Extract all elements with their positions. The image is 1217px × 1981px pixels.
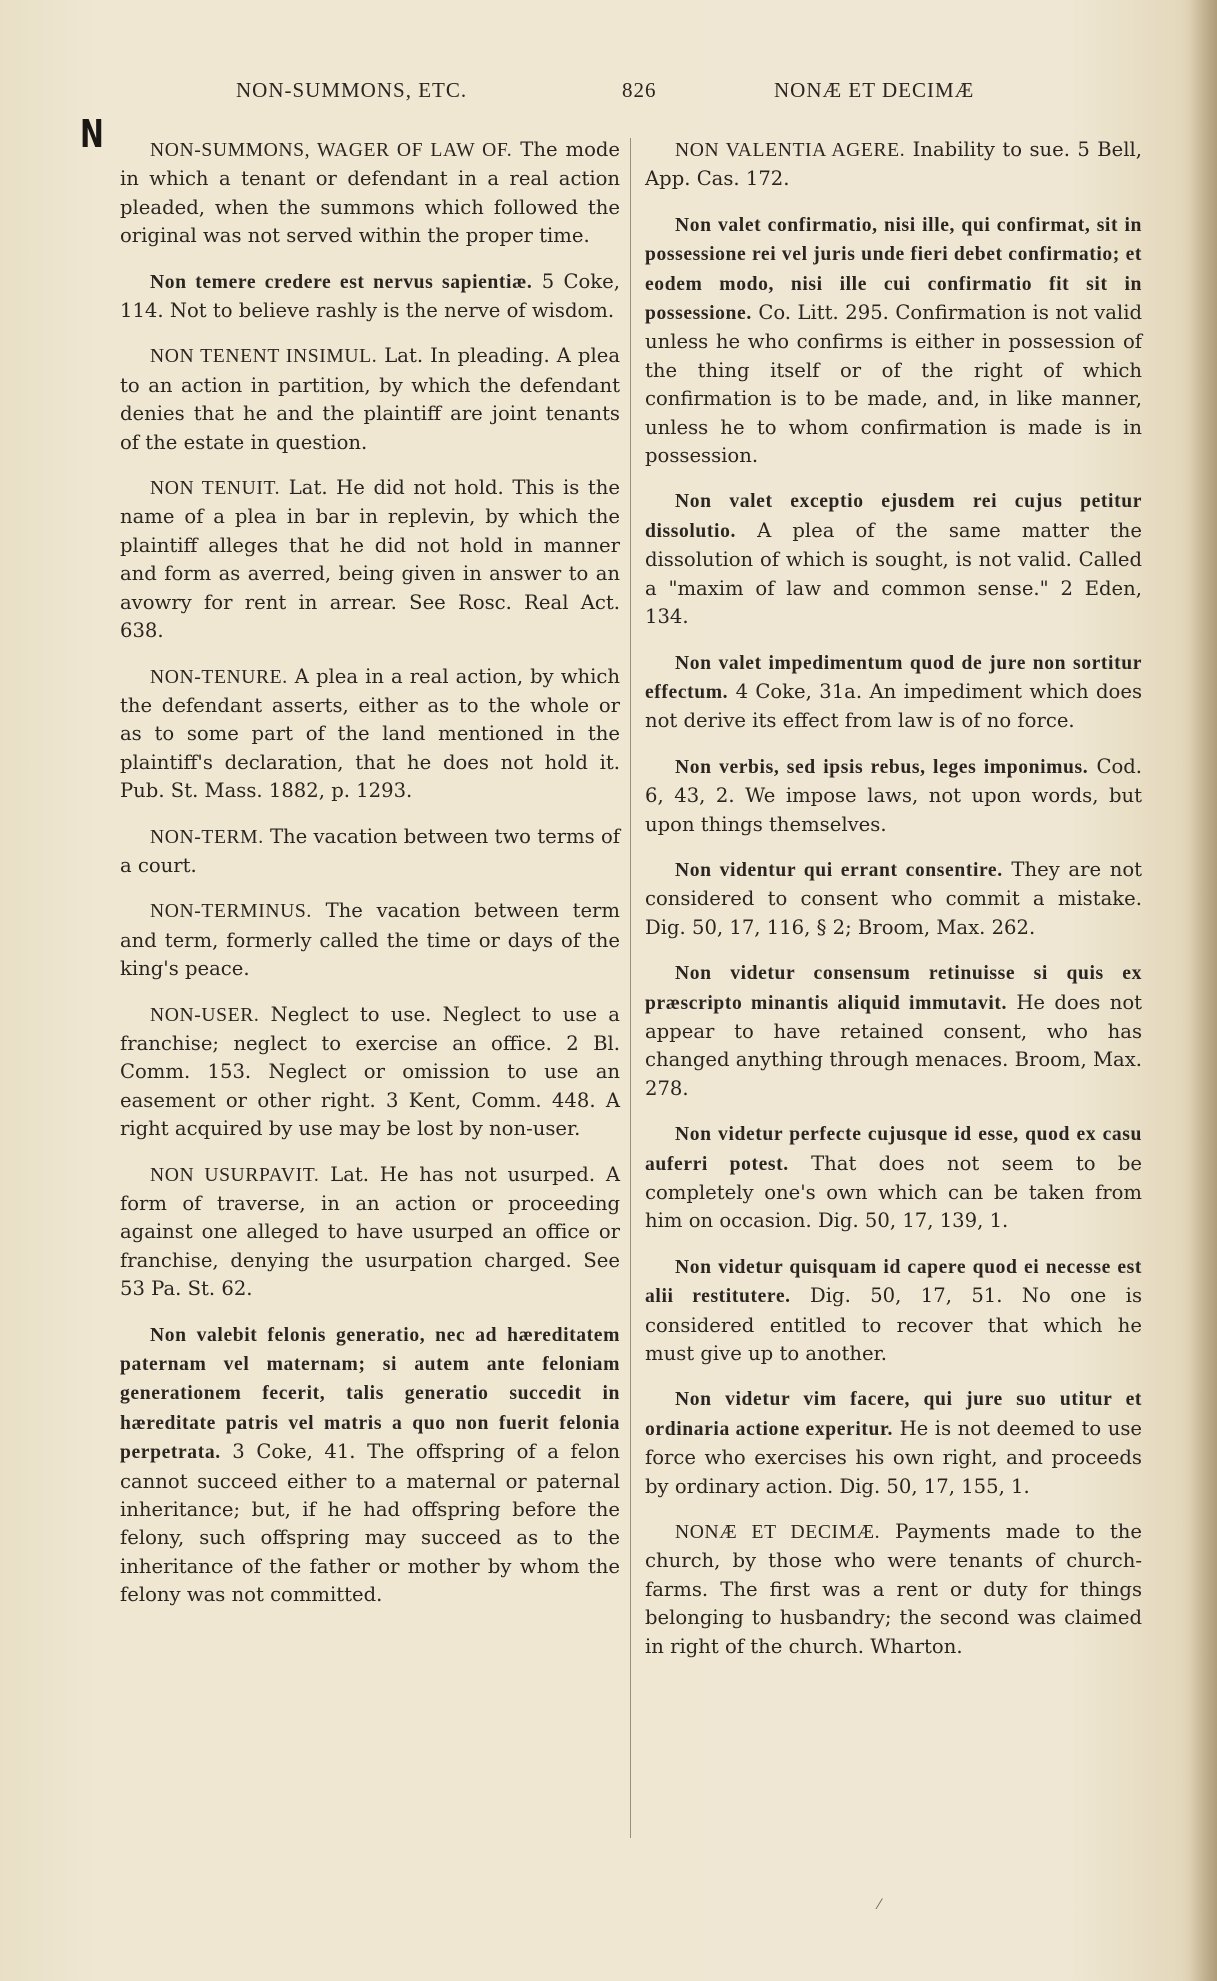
entry-headword: Non videntur qui errant consentire. [675, 859, 1003, 881]
dictionary-entry [120, 136, 620, 251]
dictionary-entry [120, 268, 620, 326]
entry-headword: NON TENENT INSIMUL. [150, 346, 378, 368]
header-left-guideword: NON-SUMMONS, ETC. [236, 78, 468, 102]
entry-headword: NON-USER. [150, 1004, 260, 1026]
dictionary-entry [645, 1120, 1142, 1236]
entry-definition: Lat. He did not hold. This is the name of a plea in bar in replevin, by which the plaintiff alleges that he did not hold in manner and form as averred, being given in answer to an avowry for rent in arrear. See Rosc. Real Act. 638. [120, 476, 620, 643]
entry-definition: The vacation between term and term, formerly called the time or days of the king's peace. [120, 899, 620, 981]
dictionary-entry [645, 136, 1142, 194]
dictionary-entry [120, 342, 620, 457]
dictionary-entry [645, 1518, 1142, 1661]
entry-definition: A plea of the same matter the dissolution of which is sought, is not valid. Called a "maxim of law and common sense." 2 Eden, 134. [645, 518, 1142, 629]
entry-headword: Non videtur quisquam id capere quod ei necesse est alii restitutere. [645, 1256, 1142, 1308]
entry-headword: NON-TERMINUS. [150, 901, 312, 923]
dictionary-entry [645, 487, 1142, 631]
entry-definition: Cod. 6, 43, 2. We impose laws, not upon words, but upon things themselves. [645, 754, 1143, 836]
entry-headword: Non videtur consensum retinuisse si quis ex præscripto minantis aliquid immutavit. [645, 963, 1142, 1014]
entry-headword: NON-TENURE. [150, 666, 288, 688]
dictionary-entry [120, 823, 620, 881]
dictionary-entry [645, 753, 1142, 839]
entry-definition: That does not seem to be completely one's own which can be taken from him on occasion. Dig. 50, 17, 139, 1. [645, 1151, 1142, 1233]
entry-headword: NON USURPAVIT. [150, 1164, 320, 1186]
entry-definition: Lat. In pleading. A plea to an action in partition, by which the defendant denies that he and the plaintiff are joint tenants of the estate in question. [120, 344, 621, 454]
entry-headword: Non verbis, sed ipsis rebus, leges imponimus. [675, 756, 1089, 778]
entry-headword: NON-TERM. [150, 826, 264, 848]
entry-definition: They are not considered to consent who commit a mistake. Dig. 50, 17, 116, § 2; Broom, Max. 262. [645, 857, 1143, 939]
entry-headword: NONÆ ET DECIMÆ. [675, 1522, 881, 1544]
column-divider [630, 138, 631, 1838]
entry-definition: Co. Litt. 295. Confirmation is not valid unless he who confirms is either in possession of the thing itself or of the right of which confirmation is to be made, and, in like manner, unless he to whom confirmation is made is in possession. [645, 301, 1142, 468]
entry-definition: 4 Coke, 31a. An impediment which does not derive its effect from law is of no force. [645, 679, 1143, 733]
entry-headword: Non valet impedimentum quod de jure non sortitur effectum. [645, 652, 1142, 703]
entry-definition: The mode in which a tenant or defendant in a real action pleaded, when the summons which followed the original was not served within the proper time. [120, 138, 621, 248]
stray-mark: ⁄ [878, 1897, 881, 1913]
dictionary-entry [120, 1161, 620, 1304]
entry-definition: A plea in a real action, by which the defendant asserts, either as to the whole or as to some part of the land mentioned in the plaintiff's declaration, that he does not hold it. Pub. St. Mass. 1882, p. 1293. [120, 664, 620, 803]
entry-headword: Non videtur vim facere, qui jure suo utitur et ordinaria actione experitur. [645, 1389, 1142, 1440]
entry-definition: Dig. 50, 17, 51. No one is considered entitled to recover that which he must give up to another. [645, 1284, 1142, 1366]
entry-definition: He is not deemed to use force who exercises his own right, and proceeds by ordinary action. Dig. 50, 17, 155, 1. [645, 1416, 1143, 1498]
entry-definition: 3 Coke, 41. The offspring of a felon cannot succeed either to a maternal or paternal inheritance; but, if he had offspring before the felony, such offspring may succeed as to the inheritance of the father or mother by whom the felony was not committed. [120, 1440, 620, 1607]
dictionary-entry [645, 1385, 1142, 1501]
dictionary-entry [120, 663, 620, 806]
dictionary-entry [645, 1253, 1142, 1369]
left-column [120, 136, 620, 1627]
dictionary-entry [120, 1001, 620, 1144]
entry-definition: Neglect to use. Neglect to use a franchise; neglect to exercise an office. 2 Bl. Comm. 153. Neglect or omission to use an easement or other right. 3 Kent, Comm. 448. A right acquired by use may be lost by non-user. [120, 1002, 620, 1141]
page-edge-shadow [1189, 0, 1217, 1981]
entry-definition: Lat. He has not usurped. A form of traverse, in an action or proceeding against one alleged to have usurped an office or franchise, denying the usurpation charged. See 53 Pa. St. 62. [120, 1162, 620, 1301]
entry-headword: NON VALENTIA AGERE. [675, 140, 906, 161]
page-number: 826 [622, 78, 657, 102]
thumb-index-letter: N [80, 112, 104, 156]
entry-headword: Non valebit felonis generatio, nec ad hæreditatem paternam vel maternam; si autem ante feloniam generationem fecerit, talis generatio succedit in hæreditate patris vel matris a quo non fuerit felonia perpetrata. [120, 1324, 620, 1464]
entry-headword: NON TENUIT. [150, 478, 281, 500]
dictionary-entry [645, 211, 1142, 471]
entry-definition: The vacation between two terms of a court. [120, 824, 620, 877]
entry-definition: Inability to sue. 5 Bell, App. Cas. 172. [645, 138, 1143, 191]
dictionary-entry [120, 474, 620, 645]
entry-headword: Non valet exceptio ejusdem rei cujus petitur dissolutio. [645, 491, 1142, 542]
right-column [645, 136, 1142, 1678]
dictionary-entry [645, 959, 1142, 1103]
dictionary-entry [120, 1321, 620, 1610]
entry-definition: 5 Coke, 114. Not to believe rashly is the nerve of wisdom. [120, 269, 620, 323]
entry-headword: Non videtur perfecte cujusque id esse, quod ex casu auferri potest. [645, 1124, 1142, 1175]
entry-definition: Payments made to the church, by those who were tenants of church-farms. The first was a rent or duty for things belonging to husbandry; the second was claimed in right of the church. Wharton. [645, 1520, 1142, 1658]
header-right-guideword: NONÆ ET DECIMÆ [774, 78, 975, 102]
entry-headword: NON-SUMMONS, WAGER OF LAW OF. [150, 140, 513, 161]
dictionary-entry [645, 856, 1142, 942]
entry-definition: He does not appear to have retained consent, who has changed anything through menaces. Broom, Max. 278. [645, 990, 1142, 1100]
running-header [0, 78, 1217, 112]
dictionary-entry [645, 649, 1142, 736]
entry-headword: Non temere credere est nervus sapientiæ. [150, 271, 533, 293]
dictionary-entry [120, 897, 620, 983]
entry-headword: Non valet confirmatio, nisi ille, qui confirmat, sit in possessione rei vel juris unde fieri debet confirmatio; et eodem modo, nisi ille cui confirmatio fit sit in possessione. [645, 214, 1142, 325]
